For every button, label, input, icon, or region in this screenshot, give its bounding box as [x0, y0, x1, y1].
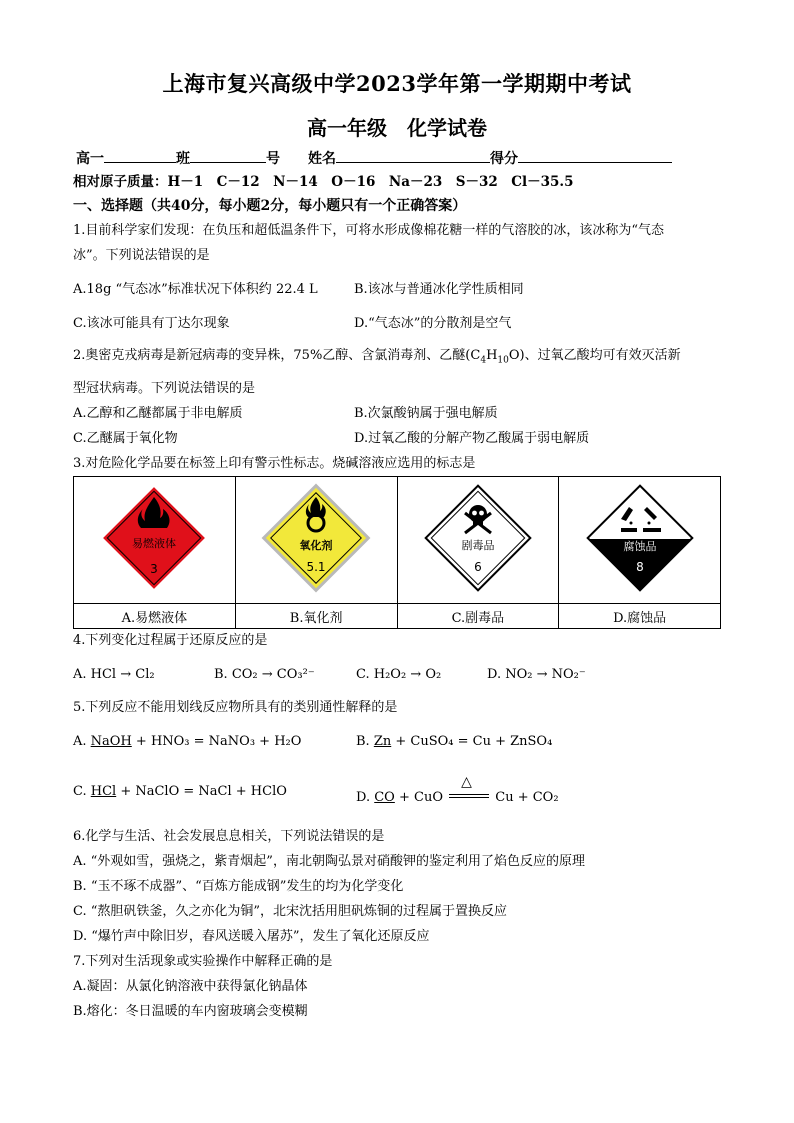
atomic-mass-line: 相对原子质量：H－1 C－12 N－14 O－16 Na－23 S－32 Cl－35.5 — [73, 174, 574, 190]
sign-c-number: 6 — [474, 560, 482, 574]
q1-option-c: C.该冰可能具有丁达尔现象 — [73, 316, 230, 331]
sign-caption-c: C.剧毒品 — [397, 604, 559, 629]
q6-option-a: A. “外观如雪，强烧之，紫青烟起”，南北朝陶弘景对硝酸钾的鉴定利用了焰色反应的原理 — [73, 854, 585, 869]
q5-option-b: B. Zn + CuSO₄ = Cu + ZnSO₄ — [356, 734, 553, 749]
section-heading: 一、选择题（共40分，每小题2分，每小题只有一个正确答案） — [73, 198, 467, 214]
sign-b-number: 5.1 — [306, 560, 326, 574]
name-blank[interactable] — [336, 148, 490, 163]
q6-option-b: B. “玉不琢不成器”、“百炼方能成钢”发生的均为化学变化 — [73, 879, 404, 894]
sign-d-number: 8 — [635, 560, 644, 574]
q2-option-c: C.乙醚属于氧化物 — [73, 431, 178, 446]
name-label: 姓名 — [308, 151, 336, 167]
sign-b-text: 氧化剂 — [299, 539, 333, 552]
heating-condition-sign: △ — [447, 783, 491, 801]
q5-option-d: D. CO + CuO △ Cu + CO₂ — [356, 774, 559, 805]
q2-option-b: B.次氯酸钠属于强电解质 — [354, 406, 498, 421]
hazard-sign-table — [73, 476, 721, 629]
sign-caption-a: A.易燃液体 — [74, 604, 236, 629]
q1-option-d: D.“气态冰”的分散剂是空气 — [354, 316, 512, 331]
q4-option-b: B. CO₂ → CO₃²⁻ — [214, 667, 315, 682]
number-label: 号 — [266, 151, 280, 167]
sign-a-number: 3 — [150, 562, 159, 576]
q2-option-d: D.过氧乙酸的分解产物乙酸属于弱电解质 — [354, 431, 590, 446]
sign-cell-a — [74, 477, 236, 604]
sign-d-text: 腐蚀品 — [623, 540, 657, 553]
score-blank[interactable] — [518, 148, 672, 163]
sign-caption-b: B.氧化剂 — [235, 604, 397, 629]
oxidizer-sign — [261, 483, 371, 593]
q4-stem: 4.下列变化过程属于还原反应的是 — [73, 633, 268, 648]
q6-option-c: C. “熬胆矾铁釜，久之亦化为铜”，北宋沈括用胆矾炼铜的过程属于置换反应 — [73, 904, 508, 919]
student-info-line — [76, 148, 672, 168]
q7-option-a: A.凝固：从氯化钠溶液中获得氯化钠晶体 — [73, 979, 308, 994]
sign-a-text: 易燃液体 — [132, 537, 177, 550]
q1-option-b: B.该冰与普通冰化学性质相同 — [354, 282, 524, 297]
q2-option-a: A.乙醇和乙醚都属于非电解质 — [73, 406, 243, 421]
q7-option-b: B.熔化：冬日温暖的车内窗玻璃会变模糊 — [73, 1004, 308, 1019]
q5-option-a: A. NaOH + HNO₃ = NaNO₃ + H₂O — [73, 734, 302, 749]
grade-label: 高一 — [76, 151, 104, 167]
sign-cell-b — [235, 477, 397, 604]
flammable-liquid-sign — [99, 483, 209, 593]
sign-c-text: 剧毒品 — [461, 539, 495, 552]
q2-stem-line2: 型冠状病毒。下列说法错误的是 — [73, 381, 256, 396]
toxic-sign — [423, 483, 533, 593]
class-blank[interactable] — [190, 148, 266, 163]
sign-caption-d: D.腐蚀品 — [559, 604, 721, 629]
sign-cell-d — [559, 477, 721, 604]
score-label: 得分 — [490, 151, 518, 167]
q1-stem-line2: 冰”。下列说法错误的是 — [73, 248, 210, 263]
class-label: 班 — [176, 151, 190, 167]
exam-subtitle: 高一年级 化学试卷 — [307, 116, 487, 140]
exam-title: 上海市复兴高级中学2023学年第一学期期中考试 — [162, 71, 632, 96]
q1-stem-line1: 1.目前科学家们发现：在负压和超低温条件下，可将水形成像棉花糖一样的气溶胶的冰，该冰称为“气态 — [73, 223, 665, 238]
q4-option-d: D. NO₂ → NO₂⁻ — [487, 667, 586, 682]
q3-stem: 3.对危险化学品要在标签上印有警示性标志。烧碱溶液应选用的标志是 — [73, 456, 476, 471]
q4-option-c: C. H₂O₂ → O₂ — [356, 667, 442, 682]
q6-option-d: D. “爆竹声中除旧岁，春风送暖入屠苏”，发生了氧化还原反应 — [73, 929, 430, 944]
grade-blank[interactable] — [104, 148, 176, 163]
q6-stem: 6.化学与生活、社会发展息息相关，下列说法错误的是 — [73, 829, 385, 844]
q1-option-a: A.18g “气态冰”标准状况下体积约 22.4 L — [73, 282, 318, 297]
q2-stem-line1: 2.奥密克戎病毒是新冠病毒的变异株，75%乙醇、含氯消毒剂、乙醚$(C_4H_{10}O)$、过氧乙酸均可有效灭活新 — [73, 348, 681, 366]
q7-stem: 7.下列对生活现象或实验操作中解释正确的是 — [73, 954, 333, 969]
corrosive-sign — [585, 483, 695, 593]
q4-option-a: A. HCl → Cl₂ — [73, 667, 155, 682]
q5-option-c: C. HCl + NaClO = NaCl + HClO — [73, 784, 287, 799]
q5-stem: 5.下列反应不能用划线反应物所具有的类别通性解释的是 — [73, 700, 398, 715]
sign-cell-c — [397, 477, 559, 604]
